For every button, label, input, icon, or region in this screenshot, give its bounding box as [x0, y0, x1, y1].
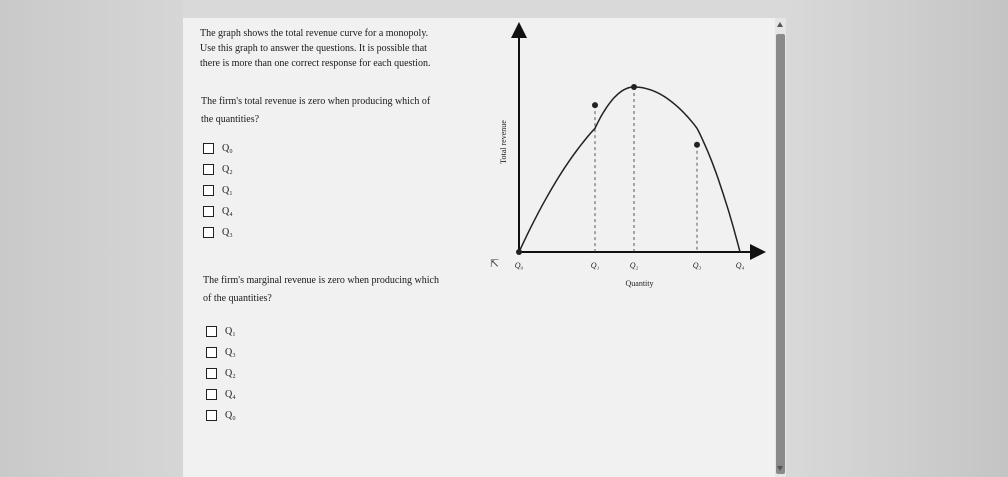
- checkbox[interactable]: [206, 326, 217, 337]
- scroll-down-arrow-icon[interactable]: [777, 466, 783, 471]
- x-tick-label: Q₄: [735, 261, 745, 270]
- scroll-thumb[interactable]: [776, 34, 785, 474]
- intro-line-3: there is more than one correct response for each question.: [200, 58, 431, 69]
- q2-option[interactable]: [206, 384, 236, 405]
- checkbox[interactable]: [203, 164, 214, 175]
- x-tick-label: Q₁: [590, 261, 600, 270]
- option-label: Q₁: [225, 326, 236, 337]
- x-tick-label: Q₀: [514, 261, 524, 270]
- question-1-options: [203, 138, 233, 243]
- q1-option[interactable]: [203, 180, 233, 201]
- option-label: Q₀: [222, 143, 233, 154]
- question-1-prompt: [201, 93, 481, 129]
- option-label: Q₂: [225, 368, 236, 379]
- option-label: Q₃: [225, 347, 236, 358]
- question-1-line-2: the quantities?: [201, 114, 260, 125]
- mouse-cursor-icon: ⇱: [490, 258, 500, 270]
- background-right: [786, 0, 1008, 477]
- option-label: Q₂: [222, 164, 233, 175]
- question-2-prompt: [203, 272, 493, 308]
- option-label: Q₄: [225, 389, 236, 400]
- q1-option[interactable]: [203, 201, 233, 222]
- checkbox[interactable]: [206, 410, 217, 421]
- question-2-line-2: of the quantities?: [203, 293, 272, 304]
- q1-option[interactable]: [203, 159, 233, 180]
- checkbox[interactable]: [203, 185, 214, 196]
- y-axis-label: Total revenue: [499, 120, 508, 164]
- intro-line-1: The graph shows the total revenue curve for a monopoly.: [200, 28, 429, 39]
- intro-line-2: Use this graph to answer the questions. It is possible that: [200, 43, 427, 54]
- checkbox[interactable]: [203, 206, 214, 217]
- x-tick-label: Q₃: [692, 261, 702, 270]
- question-2-options: [206, 321, 236, 426]
- scrollbar[interactable]: [775, 18, 786, 477]
- option-label: Q₄: [222, 206, 233, 217]
- question-1-line-1: The firm's total revenue is zero when producing which of: [201, 96, 431, 107]
- data-point: [694, 142, 700, 148]
- checkbox[interactable]: [203, 143, 214, 154]
- q2-option[interactable]: [206, 342, 236, 363]
- data-point: [516, 249, 522, 255]
- total-revenue-curve: [519, 87, 740, 252]
- q1-option[interactable]: [203, 138, 233, 159]
- checkbox[interactable]: [203, 227, 214, 238]
- q2-option[interactable]: [206, 405, 236, 426]
- checkbox[interactable]: [206, 368, 217, 379]
- q1-option[interactable]: [203, 222, 233, 243]
- intro-text: [200, 26, 480, 71]
- data-point: [592, 102, 598, 108]
- q2-option[interactable]: [206, 363, 236, 384]
- checkbox[interactable]: [206, 389, 217, 400]
- scroll-up-arrow-icon[interactable]: [777, 22, 783, 27]
- x-axis-label: Quantity: [625, 279, 654, 288]
- x-tick-label: Q₂: [629, 261, 639, 270]
- checkbox[interactable]: [206, 347, 217, 358]
- q2-option[interactable]: [206, 321, 236, 342]
- background-left: [0, 0, 183, 477]
- total-revenue-chart: [490, 22, 775, 297]
- option-label: Q₃: [222, 227, 233, 238]
- option-label: Q₀: [225, 410, 236, 421]
- data-point: [631, 84, 637, 90]
- question-2-line-1: The firm's marginal revenue is zero when producing which: [203, 275, 439, 286]
- option-label: Q₁: [222, 185, 233, 196]
